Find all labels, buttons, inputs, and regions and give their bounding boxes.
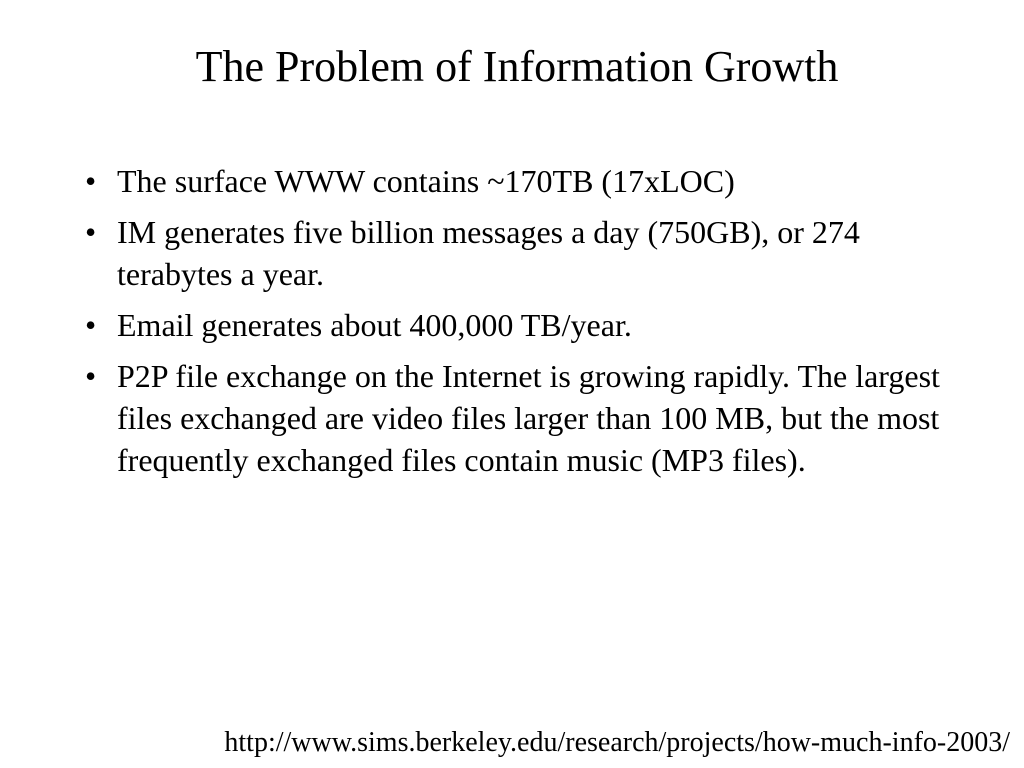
bullet-text: P2P file exchange on the Internet is growing rapidly. The largest files exchanged are video files larger than 100 MB, but the most frequently exchanged files contain music (MP3 files). [117, 358, 940, 478]
bullet-item-p2p-exchange [85, 355, 945, 481]
bullet-dot-icon: • [85, 307, 97, 343]
bullet-item-im-volume [85, 211, 945, 295]
source-url: http://www.sims.berkeley.edu/research/projects/how-much-info-2003/ [224, 727, 1010, 758]
bullet-text: The surface WWW contains ~170TB (17xLOC) [117, 163, 735, 199]
bullet-text: IM generates five billion messages a day (750GB), or 274 terabytes a year. [117, 214, 860, 292]
bullet-item-email-volume [85, 304, 945, 346]
bullet-dot-icon: • [85, 163, 97, 199]
bullet-list [85, 160, 945, 490]
bullet-dot-icon: • [85, 358, 97, 394]
slide-title: The Problem of Information Growth [195, 42, 839, 91]
bullet-dot-icon: • [85, 214, 97, 250]
bullet-item-www-size [85, 160, 945, 202]
bullet-text: Email generates about 400,000 TB/year. [117, 307, 632, 343]
